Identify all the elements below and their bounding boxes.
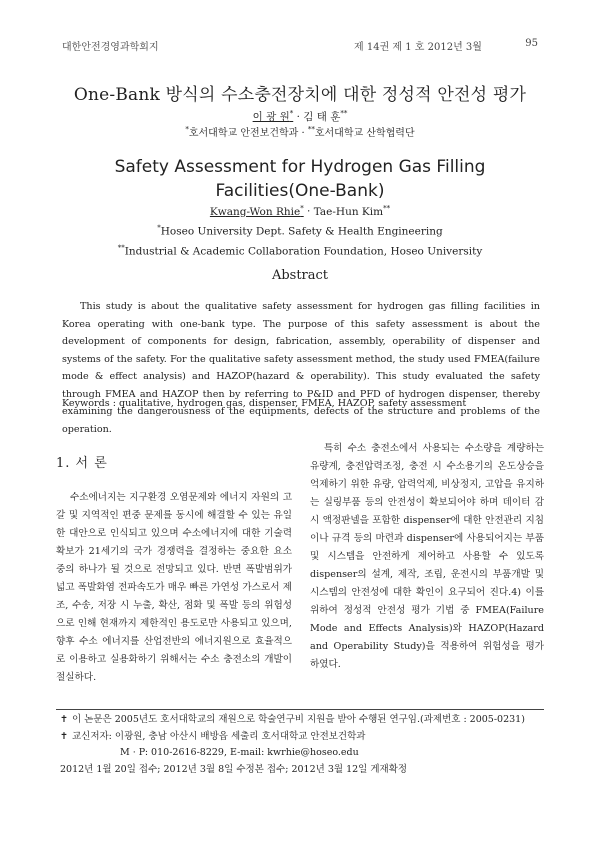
footnote-dates: 2012년 1월 20일 접수; 2012년 3월 8일 수정본 접수; 2012년 3월 12일 게재확정: [60, 763, 408, 775]
korean-author-2: 김 태 훈**: [303, 109, 348, 123]
korean-title: One-Bank 방식의 수소충전장치에 대한 정성적 안전성 평가: [73, 85, 527, 105]
korean-authors: 이 광 원* · 김 태 훈**: [252, 109, 348, 123]
intro-right-column: 특히 수소 충전소에서 사용되는 수소량을 계량하는 유량계, 충전압력조정, 충전 시 수소용기의 온도상승을 억제하기 위한 유량, 압력억제, 비상정지, 고압을 유지하는 실링부품 등의 안전성이 확보되어야 하며 데이터 감시 액정판넬을 포함한 dispenser에 대한 안전관리 지침이나 규격 등의 마련과 dispenser에 사용되어지는 부품 및 시스템을 안전하게 제어하고 사용할 수 있도록 dispenser의 설계, 제작, 조립, 운전시의 부품개발 및 시스템의 안전성에 대한 확인이 요구되어 진다.4) 이를 위하여 정성적 안전성 평가 기법 중 FMEA(Failure Mode and Effects Analysis)와 HAZOP(Hazard and Operability Study)을 적용하여 위험성을 평가 하였다.: [310, 443, 544, 670]
journal-name: 대한안전경영과학회지: [62, 42, 159, 53]
issue-info: 제 14권 제 1 호 2012년 3월: [354, 42, 482, 53]
intro-left-column: 수소에너지는 지구환경 오염문제와 에너지 자원의 고갈 및 지역적인 편중 문제를 동시에 해결할 수 있는 유일한 대안으로 인식되고 있으며 수소에너지에 대한 기술력 확보가 21세기의 국가 경쟁력을 결정하는 중요한 요소 중의 하나가 될 것으로 전망되고 있다. 반면 폭발범위가 넓고 폭발화염 전파속도가 매우 빠른 가연성 가스로서 제조, 수송, 저장 시 누출, 확산, 점화 및 폭발 등의 위험성으로 인해 현재까지 제한적인 용도로만 사용되고 있으며, 향후 수소 에너지를 산업전반의 에너지원으로 효율적으로 이용하고 실용화하기 위해서는 수소 충전소의 개발이 절실하다.: [56, 492, 292, 683]
abstract-heading: Abstract: [271, 268, 329, 283]
footnotes: [60, 712, 544, 778]
english-author-2: Tae-Hun Kim**: [313, 204, 391, 218]
korean-author-1: 이 광 원*: [252, 109, 294, 123]
english-affiliations: *Hoseo University Dept. Safety & Health Engineering **Industrial & Academic Collaboration Foundation, Hoseo University: [117, 224, 483, 257]
korean-affiliations: *호서대학교 안전보건학과 · **호서대학교 산학협력단: [185, 125, 415, 139]
section-heading: 1. 서 론: [56, 456, 108, 471]
footnote-contact: M · P: 010-2616-8229, E-mail: kwrhie@hoseo.edu: [120, 747, 359, 758]
footnote-corresponding: ✝ 교신저자: 이광원, 충남 아산시 배방읍 세출리 호서대학교 안전보건학과: [60, 730, 366, 742]
abstract-body: This study is about the qualitative safety assessment for hydrogen gas filling facilities in Korea operating with one-bank type. The purpose of this safety assessment is about the development of components for design, fabrication, assembly, operability of dispenser and systems of the safety. For the qualitative safety assessment method, the study used FMEA(failure mode & effect analysis) and HAZOP(hazard & operability). This study evaluated the safety through FMEA and HAZOP then by referring to P&ID and PFD of hydrogen dispenser, thereby examining the dangerousness of the equipments, defects of the structure and problems of the operation.: [62, 301, 540, 435]
footnote-divider: [56, 709, 544, 710]
english-authors: Kwang-Won Rhie* · Tae-Hun Kim**: [209, 204, 391, 218]
english-author-1: Kwang-Won Rhie*: [209, 204, 304, 218]
english-title: Safety Assessment for Hydrogen Gas Filling Facilities(One-Bank): [114, 157, 486, 201]
footnote-funding: ✝ 이 논문은 2005년도 호서대학교의 재원으로 학술연구비 지원을 받아 수행된 연구임.(과제번호 : 2005-0231): [60, 714, 525, 725]
page-number: 95: [525, 38, 538, 49]
keywords: Keywords : qualitative, hydrogen gas, dispenser, FMEA, HAZOP, safety assessment: [62, 398, 467, 409]
